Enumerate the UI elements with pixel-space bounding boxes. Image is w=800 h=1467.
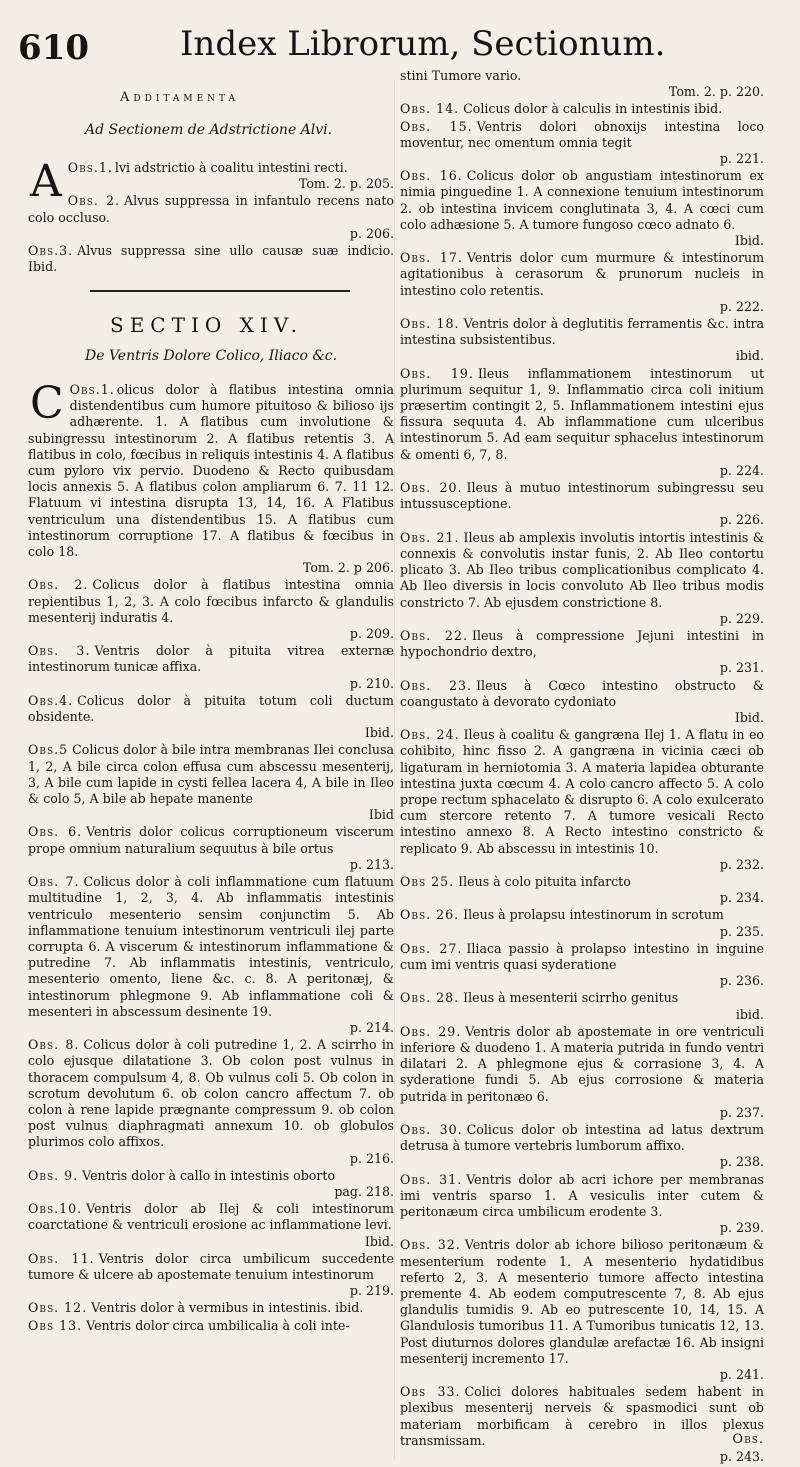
entry-text: Ileus à colo pituita infarcto: [458, 873, 631, 889]
index-entry: [400, 119, 764, 168]
entry-text: Colicus dolor à pituita totum coli ductum obsidente.: [28, 692, 394, 725]
entry-label: Obs.4.: [28, 692, 74, 708]
entry-page-ref: Tom. 2. p 206.: [302, 560, 394, 576]
entry-text: Colicus dolor à coli putredine 1, 2. A scirrho in colo ejusque dilatatione 3. Ob colon post vulnus in thoracem compulsum 4, 8. Ob vulnus coli 5. Ob colon in scrotum devolutum 6. ob colon cancro affectum 7. ob colon à rene lapide prægnante compressum 9. ob colon post vulnus diaphragmati annexum 10. ob globulos plurimos colo affixos.: [28, 1037, 394, 1150]
entry-label: Obs. 23.: [400, 677, 473, 693]
entry-label: Obs. 2.: [67, 193, 120, 209]
index-entry: [400, 1172, 764, 1237]
entry-text: stini Tumore vario.: [400, 68, 522, 83]
entry-page-ref: p. 237.: [719, 1104, 764, 1120]
index-entry: [28, 1168, 394, 1200]
entry-page-ref: p. 229.: [719, 610, 764, 626]
entry-page-ref: p. 226.: [719, 512, 764, 528]
entry-text: Colicus dolor à calculis in intestinis ibid.: [463, 101, 723, 117]
entry-page-ref: p. 231.: [719, 660, 764, 676]
entry-text: Ileus à coalitu & gangræna Ilej 1. A flatu in eo cohibito, hinc fisso 2. A gangræna in vicinia cæci ob ligaturam in herniotomia 3. A materia lapidea obturante intestina juxta cœcum 4. A colo cancro affecto 5. A colo prope rectum sphacelato & disrupto 6. A colo exulcerato cum stercore retento 7. A tumore vesicali Recto intestino annexo 8. A Recto intestino constricto & replicato 9. Ab abscessu in intestinis 10.: [400, 727, 764, 856]
entry-text: Ileus ab amplexis involutis intortis intestinis & connexis & convolutis instar funis, 2. Ab Ileo contortu plicato 3. Ab Ileo tribus complicationibus complicato 4. Ab Ileo diversis in locis convoluto Ab Ileo tribus modis constricto 7. Ab ejusdem constrictione 8.: [400, 529, 765, 610]
index-entry: [400, 366, 764, 479]
entry-label: Obs 33.: [400, 1384, 461, 1400]
entry-label: Obs. 32.: [400, 1237, 461, 1253]
column-gutter: [394, 80, 395, 1460]
index-entry: [400, 1384, 764, 1465]
entry-page-ref: p. 235.: [719, 923, 764, 939]
catchword: Obs.: [732, 1432, 764, 1447]
entry-page-ref: p. 209.: [349, 626, 394, 642]
entry-text: Ileus à mutuo intestinorum subingressu seu intussusceptione.: [400, 480, 764, 512]
entry-label: Obs. 27.: [400, 940, 463, 956]
index-entry: [400, 727, 764, 873]
index-entry: [28, 1318, 394, 1334]
index-entry: [400, 907, 764, 939]
index-entry: [400, 990, 764, 1022]
entry-page-ref: p. 236.: [719, 973, 764, 989]
additamenta-subheading: Ad Sectionem de Adstrictione Alvi.: [85, 122, 333, 138]
entry-text: Ileus à mesenterii scirrho genitus: [463, 990, 679, 1006]
entry-label: Obs. 20.: [400, 480, 463, 496]
entry-text: Ileus à prolapsu intestinorum in scrotum: [463, 907, 724, 923]
entry-page-ref: Tom. 2. p. 205.: [298, 176, 394, 192]
section-heading: SECTIO XIV.: [110, 313, 304, 337]
entry-label: Obs. 8.: [28, 1037, 80, 1053]
entry-page-ref: Ibid.: [734, 709, 764, 725]
entry-page-ref: p. 213.: [349, 856, 394, 872]
entry-text: Ventris dolori obnoxijs intestina loco moventur, nec omentum omnia tegit: [400, 118, 764, 150]
index-entry: [400, 1237, 764, 1383]
index-entry: [28, 193, 394, 242]
right-column-entries: [400, 68, 764, 1466]
entry-page-ref: ibid.: [735, 1006, 764, 1022]
left-column-entries: [28, 378, 394, 1335]
drop-initial: A: [30, 156, 62, 207]
index-entry: [400, 68, 764, 100]
entry-page-ref: Ibid.: [364, 1233, 394, 1249]
index-entry: [28, 243, 394, 275]
entry-label: Obs.10.: [28, 1201, 83, 1217]
entry-label: Obs. 30.: [400, 1122, 463, 1137]
entry-page-ref: p. 210.: [349, 675, 394, 691]
index-entry: [28, 1251, 394, 1300]
entry-page-ref: p. 216.: [349, 1150, 394, 1166]
section-subheading: De Ventris Dolore Colico, Iliaco &c.: [85, 348, 338, 364]
entry-label: Obs.5: [28, 742, 69, 758]
additamenta-heading: Additamenta: [120, 90, 240, 105]
entry-page-ref: p. 214.: [349, 1019, 394, 1035]
entry-text: Ventris dolor ab acri ichore per membranas imi ventris sparso 1. A vesiculis inter cutem & peritonæum circa umbilicum erodente 3.: [400, 1171, 764, 1220]
entry-text: Ventris dolor à deglutitis ferramentis &c. intra intestina subsistentibus.: [400, 316, 764, 348]
entry-label: Obs. 17.: [400, 250, 463, 266]
entry-page-ref: Ibid: [368, 807, 394, 823]
entry-label: Obs. 12.: [28, 1300, 88, 1316]
index-entry: [28, 378, 394, 576]
entry-label: Obs. 7.: [28, 874, 80, 890]
entry-label: Obs. 9.: [28, 1167, 79, 1183]
entry-label: Obs.1.: [69, 382, 115, 397]
entry-page-ref: p. 219.: [349, 1283, 394, 1299]
entry-text: Ventris dolor cum murmure & intestinorum agitationibus à cerasorum & prunorum nucleis in intestino colo retentis.: [400, 250, 765, 298]
entry-text: Ventris dolor à vermibus in intestinis. ibid.: [91, 1300, 364, 1316]
entry-page-ref: ibid.: [735, 348, 764, 364]
entry-text: Colici dolores habituales sedem habent in plexibus mesenterij nerveis & spasmodici sunt ob materiam morbificam à cerebro in illos plexus transmissam.: [400, 1384, 764, 1448]
index-entry: [28, 824, 394, 873]
entry-page-ref: p. 206.: [349, 225, 394, 241]
entry-label: Obs. 28.: [400, 990, 460, 1006]
entry-page-ref: p. 221.: [719, 151, 764, 167]
entry-page-ref: p. 241.: [719, 1367, 764, 1383]
entry-text: Ventris dolor à callo in intestinis oborto: [82, 1167, 336, 1183]
entry-text: Ventris dolor ab Ilej & coli intestinorum coarctatione & ventriculi erosione ac inflammatione levi.: [28, 1201, 394, 1233]
index-entry: [28, 643, 394, 692]
index-entry: [400, 1122, 764, 1171]
index-entry: [28, 1300, 394, 1316]
entry-page-ref: Tom. 2. p. 220.: [668, 84, 764, 100]
index-entry: [400, 250, 764, 315]
entry-text: Ventris dolor colicus corruptioneum viscerum prope omnium naturalium sequutus à bile ortus: [28, 824, 394, 856]
index-entry: [400, 628, 764, 677]
entry-label: Obs. 3.: [28, 643, 91, 659]
entry-label: Obs. 2.: [28, 577, 89, 593]
entry-text: Ileus inflammationem intestinorum ut plurimum sequitur 1, 9. Inflammatio circa coli initium præsertim contingit 2, 5. Inflammationem intestini ejus fissura sequuta 4. Ab inflammatione cum ulceribus intestinorum 5. Ad eam sequitur sphacelus intestinorum & omenti 6, 7, 8.: [400, 365, 764, 462]
index-entry: [28, 577, 394, 642]
running-title: Index Librorum, Sectionum.: [180, 24, 666, 64]
additamenta-entries: [28, 156, 394, 276]
entry-text: Colicus dolor ob angustiam intestinorum ex nimia pinguedine 1. A connexione tenuium intestinorum 2. ob intestina invicem conglutinata 3, 4. A cœci cum colo adhæsione 5. A tumore fungoso cœco adnato 6.: [400, 168, 765, 232]
entry-page-ref: Ibid.: [734, 233, 764, 249]
entry-page-ref: pag. 218.: [334, 1183, 394, 1199]
drop-initial: C: [30, 378, 64, 429]
entry-label: Obs.3.: [28, 243, 74, 259]
entry-page-ref: p. 222.: [719, 298, 764, 314]
index-entry: [400, 874, 764, 906]
entry-label: Obs. 16.: [400, 168, 463, 184]
entry-page-ref: p. 232.: [719, 856, 764, 872]
index-entry: [400, 316, 764, 365]
index-entry: [400, 480, 764, 529]
entry-label: Obs. 24.: [400, 727, 460, 743]
entry-label: Obs. 19.: [400, 365, 474, 381]
index-entry: [400, 941, 764, 990]
entry-text: Colicus dolor ob intestina ad latus dextrum detrusa à tumore vertebris lumborum affixo.: [400, 1122, 764, 1154]
entry-text: Ileus à Cœco intestino obstructo & coangustato à devorato cydoniato: [400, 677, 764, 709]
entry-text: Ventris dolor ab apostemate in ore ventriculi inferiore & duodeno 1. A materia putrida in fundo ventri dilatari 2. A phlegmone ejus & corrasione 3, 4. A syderatione fundi 5. Ab ejus corrosione & materia putrida in peritonæo 6.: [400, 1023, 765, 1104]
section-rule: [90, 290, 350, 292]
entry-label: Obs. 6.: [28, 824, 83, 840]
entry-text: Ventris dolor circa umbilicum succedente tumore & ulcere ab apostemate tenuium intestinorum: [28, 1250, 394, 1282]
entry-page-ref: p. 243.: [719, 1449, 764, 1465]
entry-text: Colicus dolor à flatibus intestina omnia repientibus 1, 2, 3. A colo fœcibus infarcto & glandulis mesenterij induratis 4.: [28, 577, 394, 625]
entry-label: Obs. 18.: [400, 316, 460, 332]
entry-page-ref: p. 238.: [719, 1154, 764, 1170]
entry-label: Obs.1.: [67, 160, 113, 175]
index-entry: [400, 168, 764, 249]
entry-text: Alvus suppressa in infantulo recens nato colo occluso.: [28, 193, 394, 225]
entry-label: Obs. 15.: [400, 118, 473, 134]
entry-label: Obs. 21.: [400, 529, 460, 545]
entry-label: Obs. 31.: [400, 1171, 463, 1187]
entry-text: Colicus dolor à bile intra membranas Ilei conclusa 1, 2, A bile circa colon effusa cum abscessu mesenterij, 3, A bile cum lapide in cysti fellea lacera 4, A bile in Ileo & colo 5, A bile ab hepate manente: [28, 742, 394, 807]
entry-text: olicus dolor à flatibus intestina omnia distendentibus cum humore pituitoso & bilioso ijs adhærente. 1. A flatibus cum involutione & subingressu intestinorum 2. A flatibus retentis 3. A flatibus in colo, fœcibus in reliquis intestinis 4. A flatibus cum pyloro vix pervio. Duodeno & Recto quibusdam locis annexis 5. A flatibus colon ampliarum 6. 7. 11 12. Flatuum vi intestina disrupta 13, 14, 16. A Flatibus ventriculum una distendentibus 15. A flatibus cum intestinorum corruptione 17. A flatibus & fœcibus in colo 18.: [28, 382, 394, 560]
index-entry: [28, 1037, 394, 1167]
entry-label: Obs 25.: [400, 873, 455, 889]
entry-text: Iliaca passio à prolapso intestino in inguine cum imi ventris quasi syderatione: [400, 940, 765, 972]
entry-text: Ileus à compressione Jejuni intestini in hypochondrio dextro,: [400, 627, 764, 660]
entry-text: Ventris dolor circa umbilicalia à coli inte-: [86, 1317, 350, 1333]
page-number: 610: [18, 28, 89, 68]
entry-label: Obs. 11.: [28, 1250, 95, 1266]
index-entry: [28, 742, 394, 823]
entry-text: lvi adstrictio à coalitu intestini recti.: [114, 160, 348, 175]
entry-label: Obs. 14.: [400, 101, 460, 117]
index-entry: [400, 678, 764, 727]
entry-page-ref: p. 224.: [719, 462, 764, 478]
entry-text: Ventris dolor ab ichore bilioso peritonæum & mesenterium rodente 1. A mesenterio hydatidibus referto 2, 3. A mesenterio tumore affecto intestina premente 4. Ab eodem computrescente 7, 8. Ab ejus glandulis tumidis 9. Ab eo putrescente 10, 14, 15. A Glandulosis tumoribus 11. A Tumoribus tunicatis 12, 13. Post diuturnos dolores glandulæ arefactæ 16. Ab insigni mesenterij incremento 17.: [400, 1237, 764, 1366]
entry-text: Colicus dolor à coli inflammatione cum flatuum multitudine 1, 2, 3, 4. Ab inflammatis intestinis ventriculo mesenterio sensim conjunctim 5. Ab inflammatione tenuium intestinorum ventriculi ilej parte corrupta 6. A viscerum & intestinorum inflammatione & putredine 7. Ab inflammatis intestinis, ventriculo, mesenterio omento, liene &c. c. 8. A peritonæj, & intestinorum phlegmone 9. Ab inflammatione coli & mesenteri in abscessum desinente 19.: [28, 874, 394, 1019]
entry-page-ref: p. 239.: [719, 1220, 764, 1236]
entry-label: Obs. 26.: [400, 907, 460, 923]
entry-text: Ventris dolor à pituita vitrea externæ intestinorum tunicæ affixa.: [28, 643, 394, 675]
index-entry: [400, 530, 764, 627]
index-entry: [28, 693, 394, 742]
index-entry: [28, 1201, 394, 1250]
entry-text: Alvus suppressa sine ullo causæ suæ indicio. Ibid.: [28, 243, 394, 275]
index-entry: [400, 1024, 764, 1121]
entry-page-ref: p. 234.: [719, 890, 764, 906]
entry-page-ref: Ibid.: [364, 725, 394, 741]
entry-label: Obs 13.: [28, 1317, 83, 1333]
index-entry: [400, 101, 764, 117]
index-entry: [28, 874, 394, 1036]
entry-label: Obs. 22.: [400, 627, 468, 643]
entry-label: Obs. 29.: [400, 1023, 462, 1039]
